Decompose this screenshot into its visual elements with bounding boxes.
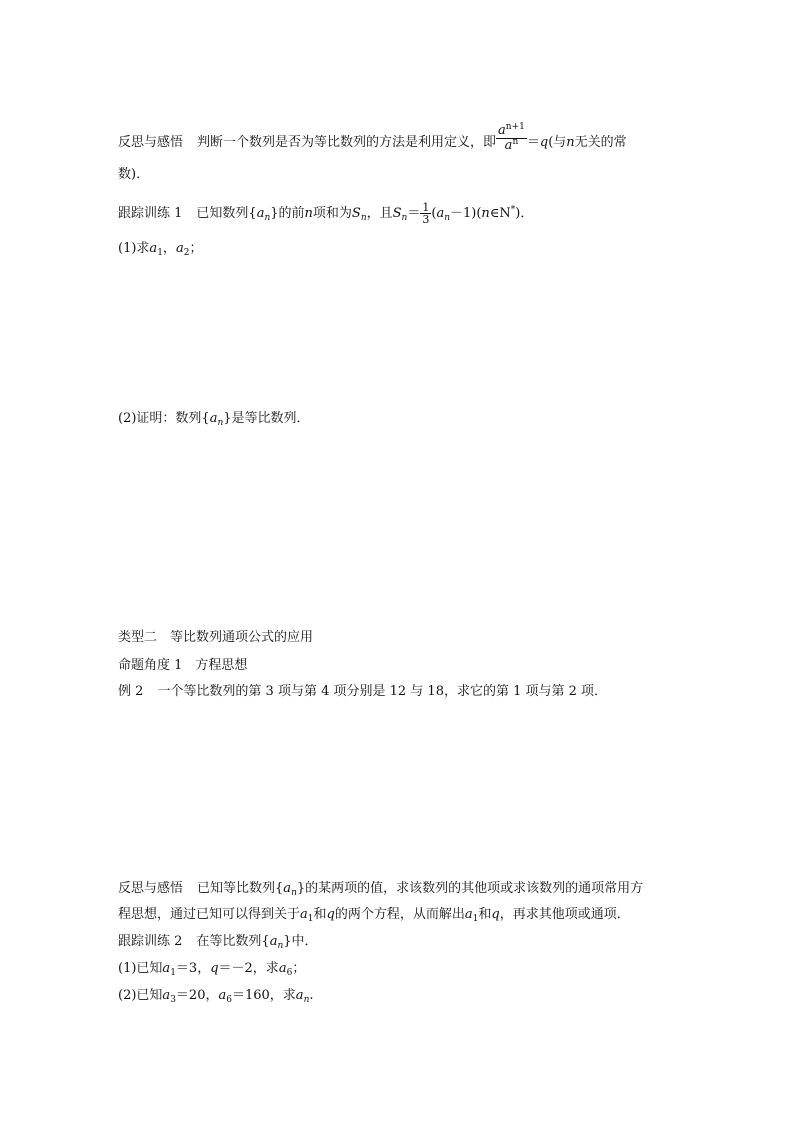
reflection-paragraph-2-wrap: 程思想，通过已知可以得到关于$a_1$和q的两个方程，从而解出$a_1$和q，再求其他项或通项． [118, 907, 630, 924]
example-2: 例 2 一个等比数列的第 3 项与第 4 项分别是 12 与 18，求它的第 1 项与第 2 项． [118, 684, 608, 699]
reflection-paragraph-1: 反思与感悟 判断一个数列是否为等比数列的方法是利用定义，即 $\frac{a^{n+1}}{a^n}$ ＝q(与n无关的常 [118, 122, 627, 153]
training-2-label: 跟踪训练 2 [118, 934, 183, 949]
example-label: 例 2 [118, 684, 144, 699]
training-1-statement: 跟踪训练 1 已知数列$\{a_n\}$的前n项和为$S_n$，且$S_n=$ $\frac{1}{3}$ $(a_n-1)(n\in N^*)$． [118, 201, 534, 226]
training-2-question-2: (2)已知$a_3=20$，$a_6=160$，求$a_n$. [118, 988, 314, 1005]
reflection-paragraph-1-wrap: 数)． [118, 167, 150, 182]
definition-fraction: $\frac{a^{n+1}}{a^n}$ [498, 122, 525, 153]
reflection-label: 反思与感悟 [118, 135, 184, 150]
section-title: 类型二 等比数列通项公式的应用 [118, 630, 314, 645]
training-2-question-1: (1)已知$a_1=3$，q＝－2，求$a_6$； [118, 961, 306, 978]
training-1-question-1: (1)求$a_1$，$a_2$； [118, 241, 203, 258]
training-1-label: 跟踪训练 1 [118, 206, 183, 221]
one-third-fraction: $\frac{1}{3}$ [422, 201, 430, 226]
training-1-question-2: (2)证明：数列$\{a_n\}$是等比数列． [118, 411, 310, 428]
training-2-statement: 跟踪训练 2 在等比数列$\{a_n\}$中． [118, 934, 318, 951]
proposition-angle: 命题角度 1 方程思想 [118, 658, 248, 673]
reflection-label: 反思与感悟 [118, 881, 184, 896]
reflection-paragraph-2: 反思与感悟 已知等比数列$\{a_n\}$的某两项的值，求该数列的其他项或求该数列的通项常用方 [118, 881, 644, 898]
